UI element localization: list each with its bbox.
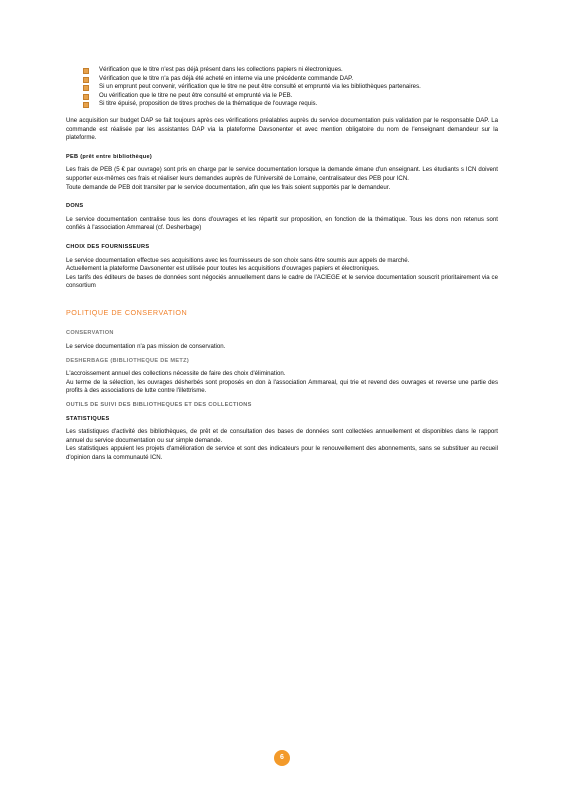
dons-heading: DONS [66, 203, 84, 210]
choix-paragraph: Actuellement la plateforme Davsonenter est utilisée pour toutes les acquisitions d'ouvrages papiers et électroniques. [66, 265, 380, 273]
choix-paragraph: Le service documentation effectue ses acquisitions avec les fournisseurs de son choix sans être soumis aux appels de marché. [66, 256, 410, 264]
page-content [66, 66, 498, 463]
list-item-text: Si titre épuisé, proposition de titres proches de la thématique de l'ouvrage requis. [99, 100, 318, 108]
dons-paragraph: Le service documentation centralise tous les dons d'ouvrages et les répartit sur proposition, en fonction de la thématique. Tous les dons non retenus sont confiés à l'association Ammareal (cf. Desherbage) [66, 215, 498, 232]
list-item [83, 83, 498, 92]
peb-paragraph: Toute demande de PEB doit transiter par le service documentation, afin que les frais soient supportés par le demandeur. [66, 183, 391, 191]
list-item [83, 75, 498, 84]
list-item-text: Vérification que le titre n'a pas déjà été acheté en interne via une précédente commande DAP. [99, 74, 354, 82]
politique-conservation-title: POLITIQUE DE CONSERVATION [66, 307, 188, 317]
intro-paragraph: Une acquisition sur budget DAP se fait toujours après ces vérifications préalables auprès du service documentation puis validation par le responsable DAP. La commande est réalisée par les assistantes DAP via la plateforme Davsonenter et avec mention obligatoire du nom de l'enseignant demandeur sur la plateforme. [66, 116, 498, 142]
conservation-paragraph: Le service documentation n'a pas mission de conservation. [66, 343, 226, 351]
statistiques-paragraph: Les statistiques appuient les projets d'amélioration de service et sont des indicateurs pour le renouvellement des abonnements, sans se substituer au recueil d'opinion dans la communauté ICN. [66, 445, 498, 461]
peb-paragraph: Les frais de PEB (5 € par ouvrage) sont pris en charge par le service documentation lorsque la demande émane d'un enseignant. Les étudiants s ICN doivent supporter eux-mêmes ces frais et réaliser leurs demandes auprès de l'Université de Lorraine, centralisateur des PEB pour ICN. [66, 166, 498, 182]
choix-paragraph: Les tarifs des éditeurs de bases de données sont négociés annuellement dans le cadre de l'ACIEGE et le service documentation souscrit prioritairement via ce consortium [66, 273, 498, 290]
square-bullet-icon [83, 68, 89, 74]
square-bullet-icon [83, 94, 89, 100]
list-item-text: Ou vérification que le titre ne peut être consulté et emprunté via le PEB. [99, 91, 293, 99]
square-bullet-icon [83, 77, 89, 83]
list-item [83, 66, 498, 75]
list-item-text: Si un emprunt peut convenir, vérification que le titre ne peut être consulté et emprunté via les bibliothèques partenaires. [99, 83, 421, 91]
square-bullet-icon [83, 102, 89, 108]
desherbage-heading: DESHERBAGE (BIBLIOTHEQUE DE METZ) [66, 357, 190, 364]
list-item [83, 100, 498, 109]
list-item [83, 92, 498, 101]
verification-list [66, 66, 498, 109]
desherbage-paragraph: L'accroissement annuel des collections nécessite de faire des choix d'élimination. [66, 370, 286, 378]
outils-suivi-heading: OUTILS DE SUIVI DES BIBLIOTHEQUES ET DES COLLECTIONS [66, 402, 252, 409]
statistiques-paragraph: Les statistiques d'activité des bibliothèques, de prêt et de consultation des bases de données sont collectées annuellement et disponibles dans le rapport annuel du service documentation ou sur simple demande. [66, 428, 498, 444]
peb-heading: PEB (prêt entre bibliothèque) [66, 153, 153, 160]
choix-fournisseurs-heading: CHOIX DES FOURNISSEURS [66, 243, 150, 250]
conservation-heading: CONSERVATION [66, 330, 114, 337]
desherbage-paragraph: Au terme de la sélection, les ouvrages désherbés sont proposés en don à l'association Ammareal, qui trie et revend des ouvrages et reverse une partie des profits à des associations de lutte contre l'illettrisme. [66, 378, 498, 395]
list-item-text: Vérification que le titre n'est pas déjà présent dans les collections papiers ni électroniques. [99, 66, 343, 73]
statistiques-heading: STATISTIQUES [66, 415, 110, 422]
page-number-badge: 6 [274, 750, 290, 766]
square-bullet-icon [83, 85, 89, 91]
